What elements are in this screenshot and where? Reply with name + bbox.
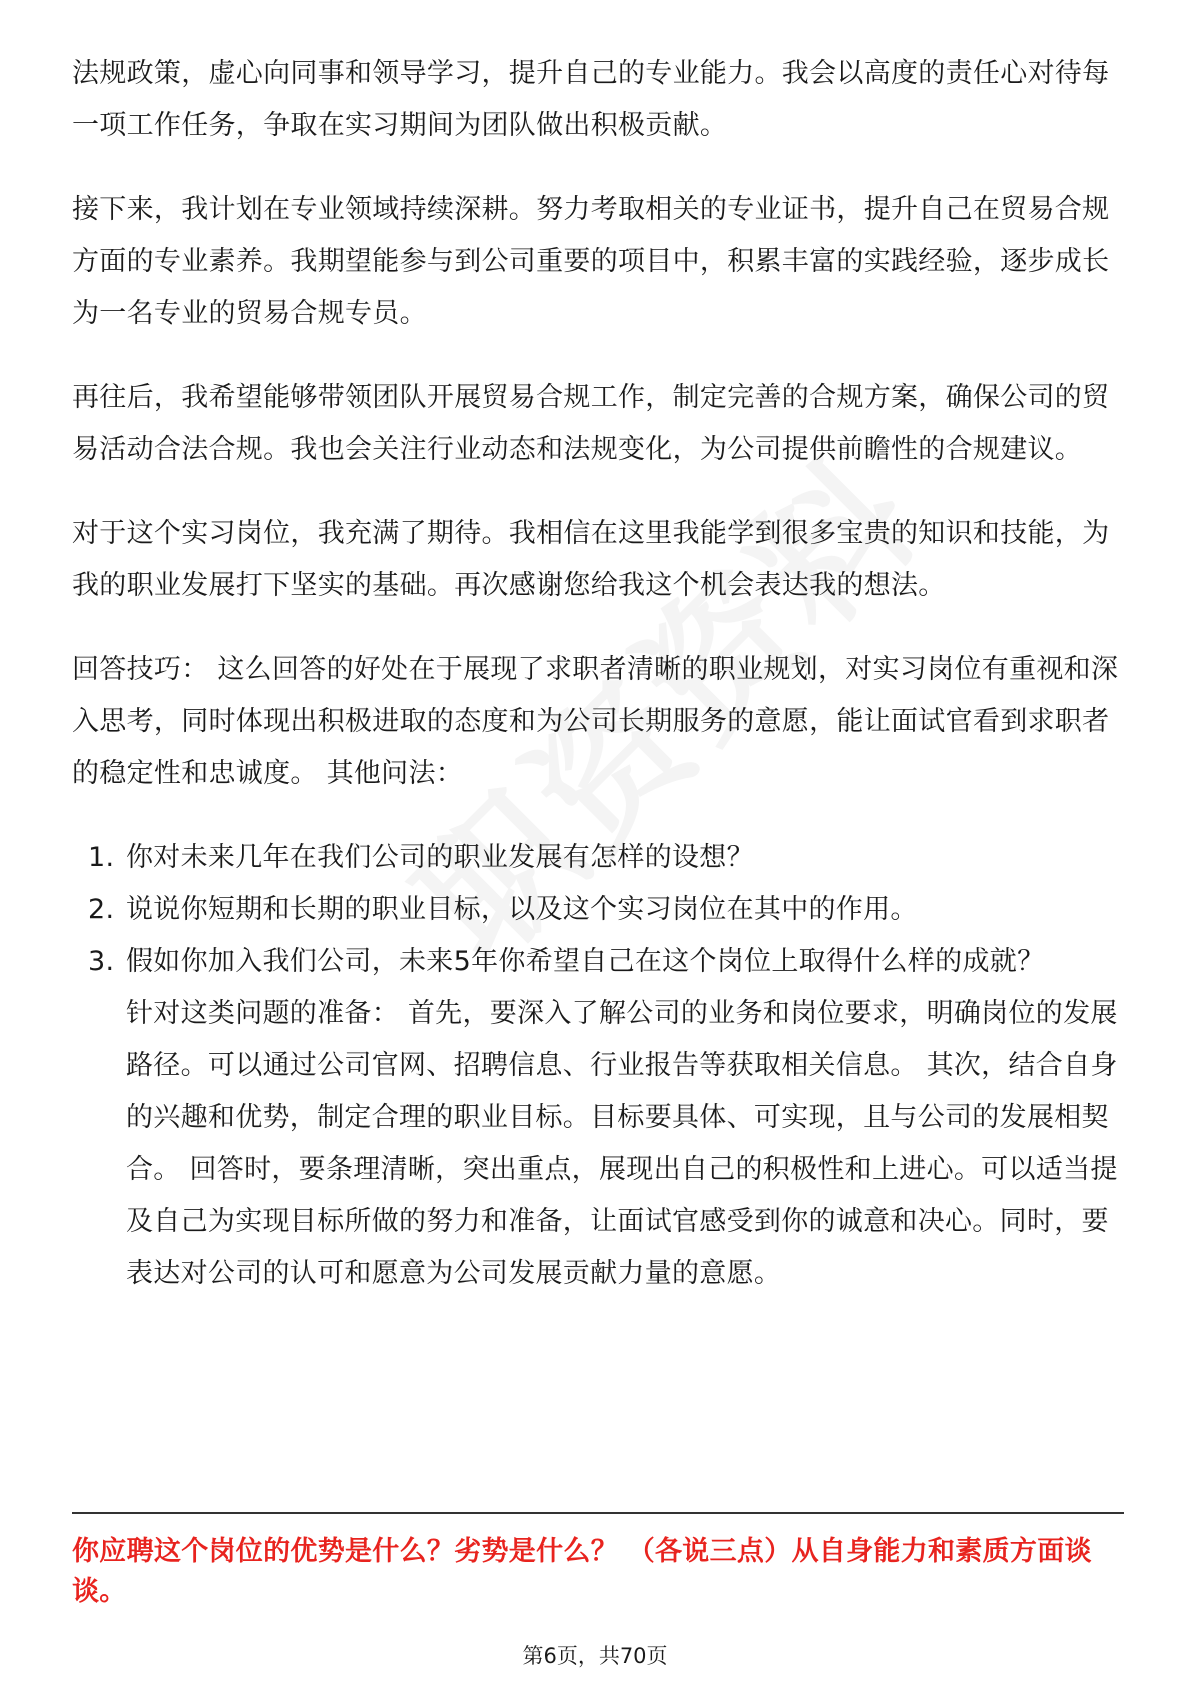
list-item bbox=[72, 884, 1122, 936]
list-item-text: 说说你短期和长期的职业目标，以及这个实习岗位在其中的作用。 bbox=[126, 894, 918, 925]
paragraph-1: 法规政策，虚心向同事和领导学习，提升自己的专业能力。我会以高度的责任心对待每一项工作任务，争取在实习期间为团队做出积极贡献。 bbox=[72, 58, 1110, 141]
alternate-questions-list bbox=[72, 832, 1122, 988]
preparation-text: 针对这类问题的准备： 首先，要深入了解公司的业务和岗位要求，明确岗位的发展路径。可以通过公司官网、招聘信息、行业报告等获取相关信息。 其次，结合自身的兴趣和优势，制定合理的职业目标。目标要具体、可实现，且与公司的发展相契合。 回答时，要条理清晰，突出重点，展现出自己的积极性和上进心。可以适当提及自己为实现目标所做的努力和准备，让面试官感受到你的诚意和决心。同时，要表达对公司的认可和愿意为公司发展贡献力量的意愿。 bbox=[126, 998, 1118, 1289]
answer-tips: 回答技巧： 这么回答的好处在于展现了求职者清晰的职业规划，对实习岗位有重视和深入思考，同时体现出积极进取的态度和为公司长期服务的意愿，能让面试官看到求职者的稳定性和忠诚度。 其他问法： bbox=[72, 654, 1119, 789]
list-item bbox=[72, 936, 1122, 988]
list-number: 2. bbox=[88, 894, 115, 925]
list-item-text: 假如你加入我们公司，未来5年你希望自己在这个岗位上取得什么样的成就？ bbox=[126, 946, 1045, 977]
list-number: 3. bbox=[88, 946, 115, 977]
main-content bbox=[72, 48, 1122, 1300]
list-item-text: 你对未来几年在我们公司的职业发展有怎样的设想？ bbox=[126, 842, 754, 873]
section-divider bbox=[72, 1512, 1124, 1514]
list-item bbox=[72, 832, 1122, 884]
page-number: 第6页，共70页 bbox=[522, 1644, 668, 1668]
paragraph-4: 对于这个实习岗位，我充满了期待。我相信在这里我能学到很多宝贵的知识和技能，为我的职业发展打下坚实的基础。再次感谢您给我这个机会表达我的想法。 bbox=[72, 518, 1110, 601]
next-question-heading: 你应聘这个岗位的优势是什么？劣势是什么？ （各说三点）从自身能力和素质方面谈谈。 bbox=[72, 1536, 1092, 1607]
paragraph-3: 再往后，我希望能够带领团队开展贸易合规工作，制定完善的合规方案，确保公司的贸易活动合法合规。我也会关注行业动态和法规变化，为公司提供前瞻性的合规建议。 bbox=[72, 382, 1110, 465]
list-number: 1. bbox=[88, 842, 115, 873]
paragraph-2: 接下来，我计划在专业领域持续深耕。努力考取相关的专业证书，提升自己在贸易合规方面的专业素养。我期望能参与到公司重要的项目中，积累丰富的实践经验，逐步成长为一名专业的贸易合规专员。 bbox=[72, 194, 1110, 329]
